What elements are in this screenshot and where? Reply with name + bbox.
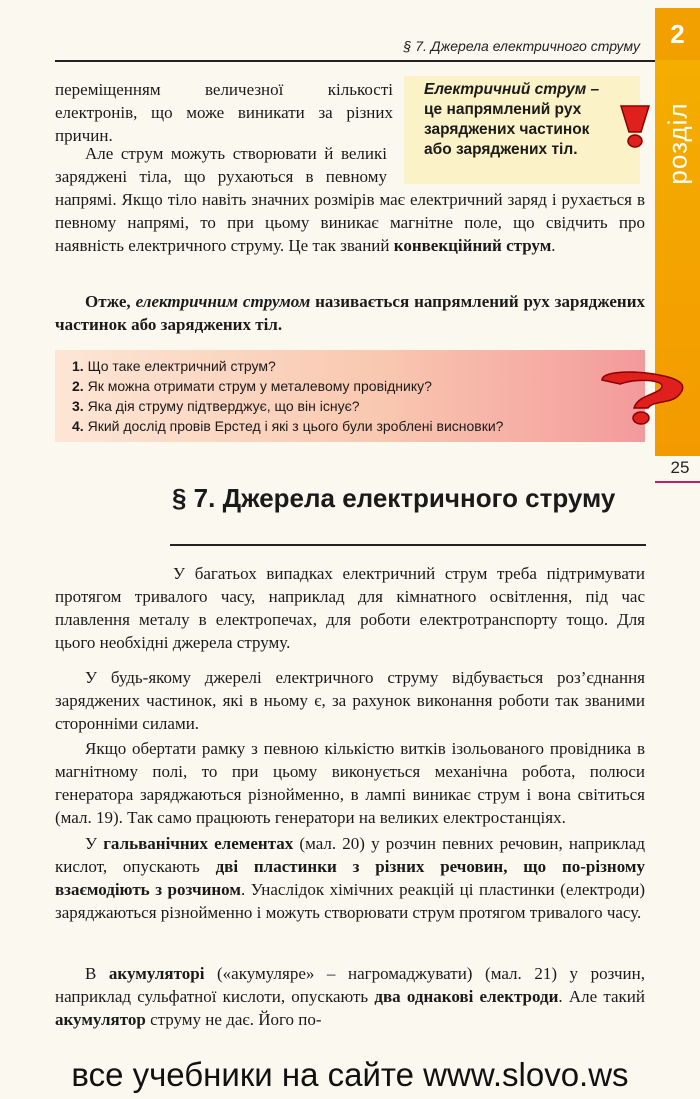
- question-item: 2. Як можна отримати струм у металевому провіднику?: [72, 378, 432, 394]
- chapter-number: 2: [655, 8, 700, 60]
- header-rule: [55, 60, 655, 62]
- chapter-label: розділ: [662, 102, 693, 185]
- running-head: § 7. Джерела електричного струму: [403, 38, 640, 54]
- section-paragraph-4: У гальванічних елементах (мал. 20) у розчин певних речовин, наприклад кислот, опускають дві пластинки з різних речовин, що по-різному взаємодіють з розчином. Унаслідок хімічних реакцій ці пластинки (електроди) заряджаються різнойменно і можуть створювати струм протягом тривалого часу.: [55, 834, 645, 922]
- page-number-rule: [655, 481, 700, 483]
- section-title-rule: [170, 544, 646, 546]
- intro-paragraph-3: Отже, електричним струмом називається напрямлений рух заряджених частинок або заряджених тіл.: [55, 292, 645, 334]
- section-title: § 7. Джерела електричного струму: [172, 483, 616, 513]
- exclamation-icon: [615, 102, 655, 150]
- section-paragraph-3: Якщо обертати рамку з певною кількістю витків ізольованого провідника в магнітному полі, то при цьому виконується механічна робота, полюси генератора заряджаються різнойменно, в лампі виникає струм і вона світиться (мал. 19). Так само працюють генератори на великих електростанціях.: [55, 739, 645, 827]
- section-paragraph-1: У багатьох випадках електричний струм треба підтримувати протягом тривалого часу, наприклад для кімнатного освітлення, під час плавлення металу в електропечах, для роботи електротранспорту тощо. Для цього необхідні джерела струму.: [55, 564, 645, 652]
- intro-paragraph-2: Але струм можуть створювати й великі заряджені тіла, що рухаються в певному напрямі. Якщо тіло навіть значних розмірів має електричний заряд і рухається в певному напрямі, то при цьому виникає магнітне поле, що свідчить про наявність електричного струму. Це так званий конвекційний струм.: [55, 144, 645, 255]
- question-item: 1. Що таке електричний струм?: [72, 358, 276, 374]
- questions-list: [72, 356, 503, 436]
- question-item: 4. Який дослід провів Ерстед і які з цього були зроблені висновки?: [72, 418, 504, 434]
- intro-paragraph-1: переміщенням величезної кількості електронів, що може виникати за різних причин.: [55, 80, 393, 145]
- section-paragraph-2: У будь-якому джерелі електричного струму відбувається роз’єднання заряджених частинок, які в ньому є, за рахунок виконання роботи так званими сторонніми силами.: [55, 668, 645, 733]
- question-mark-icon: [598, 370, 694, 426]
- section-paragraph-5: В акумуляторі («акумуляре» – нагромаджувати) (мал. 21) у розчин, наприклад сульфатної кислоти, опускають два однакові електроди. Але такий акумулятор струму не дає. Його по-: [55, 964, 645, 1029]
- page-number: 25: [670, 458, 690, 477]
- definition-body: це напрямлений рух заряджених частинок або заряджених тіл.: [424, 101, 590, 158]
- definition-text: [424, 80, 604, 160]
- definition-term: Електричний струм –: [424, 81, 600, 98]
- question-item: 3. Яка дія струму підтверджує, що він існує?: [72, 398, 360, 414]
- footer-caption: все учебники на сайте www.slovo.ws: [71, 1056, 629, 1093]
